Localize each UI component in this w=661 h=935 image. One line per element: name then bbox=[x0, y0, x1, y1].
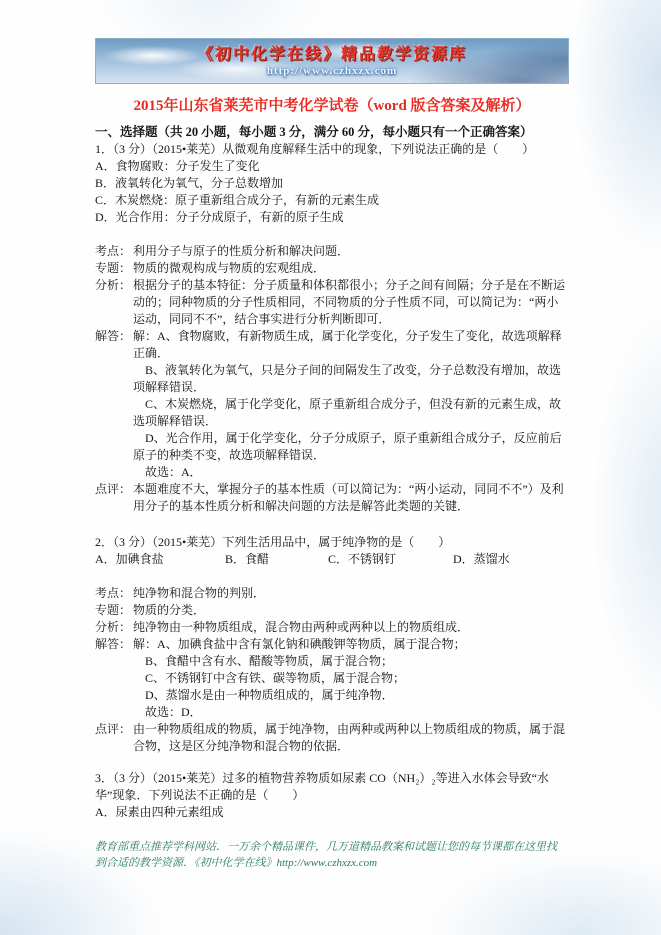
q2-jieda-d: D、蒸馏水是由一种物质组成的，属于纯净物． bbox=[145, 688, 394, 702]
q1-fenxi-row bbox=[95, 277, 569, 328]
q1-jieda-c: C、木炭燃烧，属于化学变化，原子重新组合成分子，但没有新的元素生成，故选项解释错误． bbox=[133, 397, 562, 428]
jieda-label: 解答： bbox=[95, 637, 132, 651]
question-1-option-a: A．食物腐败：分子发生了变化 bbox=[95, 159, 260, 173]
question-2 bbox=[95, 534, 569, 755]
q2-jieda-b: B、食醋中含有水、醋酸等物质，属于混合物； bbox=[145, 654, 394, 668]
q2-dianping-row bbox=[95, 721, 569, 755]
question-1-option-c: C．木炭燃烧：原子重新组合成分子，有新的元素生成 bbox=[95, 193, 380, 207]
q1-jieda-answer: 故选：A． bbox=[145, 465, 202, 479]
jieda-label: 解答： bbox=[95, 329, 132, 343]
q1-zhuanti-text: 物质的微观构成与物质的宏观组成． bbox=[133, 261, 326, 275]
q2-zhuanti-text: 物质的分类． bbox=[133, 603, 206, 617]
q1-jieda-d: D、光合作用，属于化学变化，分子分成原子，原子重新组合成分子，反应前后原子的种类不变，故选项解释错误． bbox=[133, 431, 562, 462]
fenxi-label: 分析： bbox=[95, 278, 132, 292]
q1-jieda-b: B、液氧转化为氧气，只是分子间的间隔发生了改变，分子总数没有增加，故选项解释错误． bbox=[133, 363, 562, 394]
site-banner bbox=[95, 38, 569, 84]
dianping-label: 点评： bbox=[95, 722, 132, 736]
q1-jieda-a: 解：A、食物腐败，有新物质生成，属于化学变化，分子发生了变化，故选项解释正确． bbox=[133, 329, 562, 360]
q2-jieda-c: C、不锈钢钉中含有铁、碳等物质，属于混合物； bbox=[145, 671, 406, 685]
q1-zhuanti-row bbox=[95, 260, 569, 277]
section-heading: 一、选择题（共 20 小题，每小题 3 分，满分 60 分，每小题只有一个正确答案） bbox=[95, 125, 533, 139]
q1-dianping-text: 本题难度不大，掌握分子的基本性质（可以简记为：“两小运动，同同不不”）及利用分子的基本性质分析和解决问题的方法是解答此类题的关键． bbox=[133, 482, 564, 513]
q2-jieda-row bbox=[95, 636, 569, 721]
question-3-stem: 3．（3 分）（2015•莱芜）过多的植物营养物质如尿素 CO（NH₂）₂等进入水体会导致“水华”现象．下列说法不正确的是（ ） bbox=[95, 771, 549, 802]
kaodian-label: 考点： bbox=[95, 244, 132, 258]
question-2-option-a: A．加碘食盐 bbox=[95, 552, 164, 566]
question-1-option-d: D．光合作用：分子分成原子，有新的原子生成 bbox=[95, 210, 344, 224]
q2-fenxi-text: 纯净物由一种物质组成，混合物由两种或两种以上的物质组成． bbox=[133, 620, 470, 634]
footer-url: http://www.czhxzx.com bbox=[276, 857, 378, 869]
question-2-option-d: D．蒸馏水 bbox=[453, 552, 510, 566]
q2-zhuanti-row bbox=[95, 602, 569, 619]
question-2-option-c: C．不锈钢钉 bbox=[328, 552, 397, 566]
zhuanti-label: 专题： bbox=[95, 603, 132, 617]
document-title: 2015年山东省莱芜市中考化学试卷（word 版含答案及解析） bbox=[133, 98, 531, 114]
page-footer bbox=[95, 839, 565, 871]
question-1-analysis-block bbox=[95, 243, 569, 515]
q1-dianping-row bbox=[95, 481, 569, 515]
question-2-options bbox=[95, 551, 569, 568]
question-1-stem: 1．（3 分）（2015•莱芜）从微观角度解释生活中的现象，下列说法正确的是（ ） bbox=[95, 142, 535, 156]
q1-kaodian-text: 利用分子与原子的性质分析和解决问题． bbox=[133, 244, 350, 258]
question-2-option-b: B．食醋 bbox=[225, 552, 270, 566]
q2-kaodian-row bbox=[95, 585, 569, 602]
banner-url: http://www.czhxzx.com bbox=[266, 64, 398, 77]
banner-title: 《初中化学在线》精品教学资源库 bbox=[196, 45, 467, 63]
q2-fenxi-row bbox=[95, 619, 569, 636]
q1-jieda-row bbox=[95, 328, 569, 481]
dianping-label: 点评： bbox=[95, 482, 132, 496]
question-1-option-b: B．液氧转化为氧气，分子总数增加 bbox=[95, 176, 284, 190]
footer-site-name: 《初中化学在线》 bbox=[194, 857, 277, 869]
zhuanti-label: 专题： bbox=[95, 261, 132, 275]
question-1 bbox=[95, 141, 569, 515]
q2-jieda-a: 解：A、加碘食盐中含有氯化钠和碘酸钾等物质，属于混合物； bbox=[133, 637, 466, 651]
fenxi-label: 分析： bbox=[95, 620, 132, 634]
q1-fenxi-text: 根据分子的基本特征：分子质量和体积都很小；分子之间有间隔；分子是在不断运动的；同种物质的分子性质相同，不同物质的分子性质不同，可以简记为：“两小运动，同同不不”，结合事实进行分析判断即可． bbox=[133, 278, 566, 326]
question-2-stem: 2．（3 分）（2015•莱芜）下列生活用品中，属于纯净物的是（ ） bbox=[95, 535, 451, 549]
question-3 bbox=[95, 770, 569, 821]
q2-dianping-text: 由一种物质组成的物质，属于纯净物，由两种或两种以上物质组成的物质，属于混合物，这是区分纯净物和混合物的依据． bbox=[133, 722, 566, 753]
question-2-analysis-block bbox=[95, 585, 569, 755]
question-3-option-a: A．尿素由四种元素组成 bbox=[95, 805, 224, 819]
footer-text: 教育部重点推荐学科网站．一万余个精品课件，几万道精品教案和试题让您的每节课都在这里找到合适的教学资源． bbox=[95, 841, 557, 869]
q2-kaodian-text: 纯净物和混合物的判别． bbox=[133, 586, 266, 600]
q1-kaodian-row bbox=[95, 243, 569, 260]
kaodian-label: 考点： bbox=[95, 586, 132, 600]
q2-jieda-answer: 故选：D． bbox=[145, 705, 202, 719]
